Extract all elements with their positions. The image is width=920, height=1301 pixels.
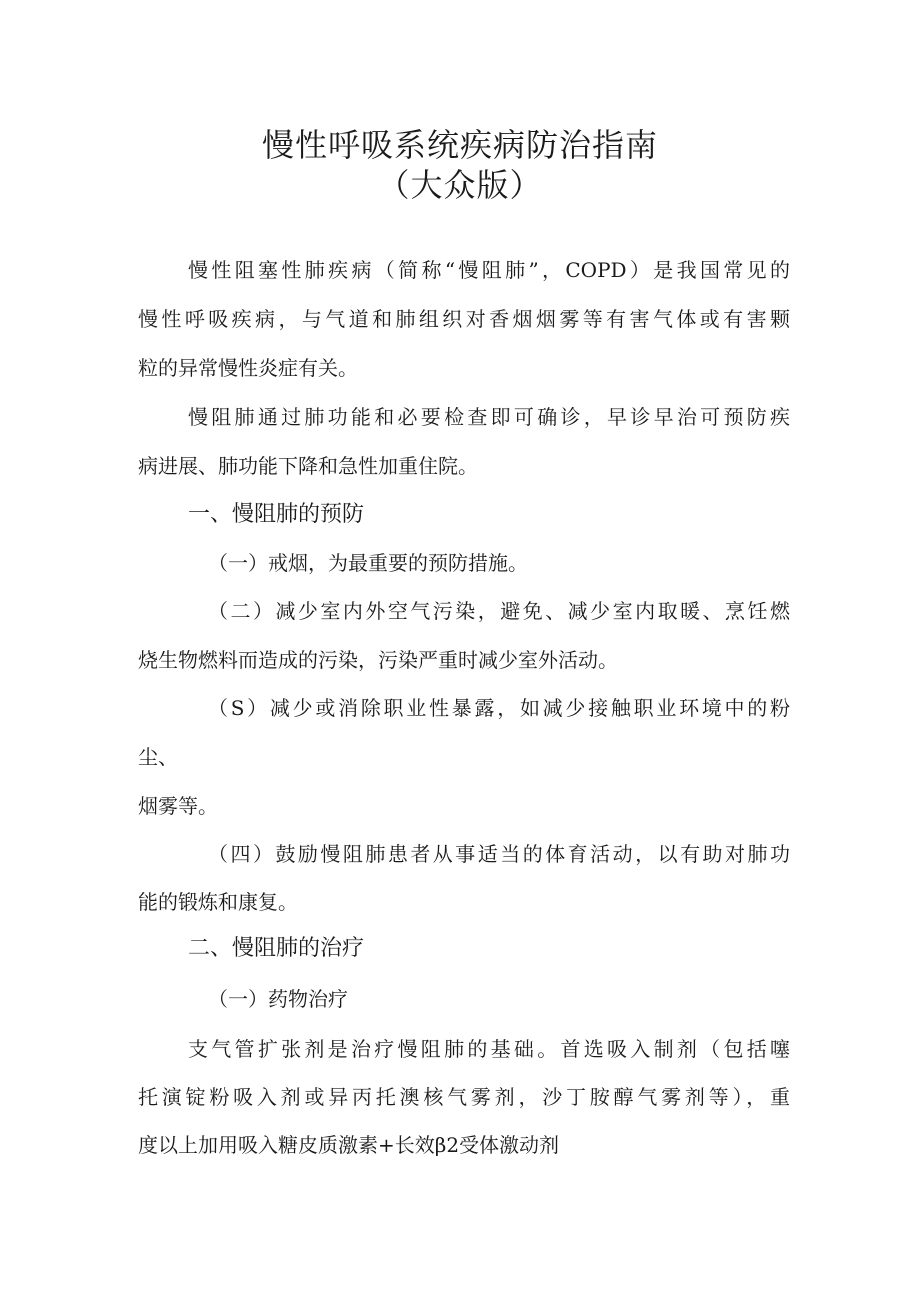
document-title: 慢性呼吸系统疾病防治指南 xyxy=(261,126,658,164)
paragraph-line: 粒的异常慢性炎症有关。 xyxy=(138,356,358,380)
document-subtitle: （大众版） xyxy=(377,166,543,204)
paragraph-line: 度以上加用吸入糖皮质激素+长效β2受体激动剂 xyxy=(138,1133,560,1157)
paragraph-line: 能的锻炼和康复。 xyxy=(138,890,298,914)
paragraph-line: （一）药物治疗 xyxy=(208,987,348,1011)
section-heading: 二、慢阻肺的治疗 xyxy=(188,936,365,961)
paragraph-line: （S）减少或消除职业性暴露，如减少接触职业环境中的粉 xyxy=(208,696,790,720)
paragraph-line: （二）减少室内外空气污染，避免、减少室内取暖、烹饪燃 xyxy=(208,599,790,623)
paragraph-line: （四）鼓励慢阻肺患者从事适当的体育活动，以有助对肺功 xyxy=(208,842,790,866)
paragraph-line: 支气管扩张剂是治疗慢阻肺的基础。首选吸入制剂（包括噻 xyxy=(188,1037,790,1061)
paragraph-line: 托演锭粉吸入剂或异丙托澳核气雾剂，沙丁胺醇气雾剂等），重 xyxy=(138,1085,790,1109)
paragraph-line: 病进展、肺功能下降和急性加重住院。 xyxy=(138,454,478,478)
paragraph-line: 慢性阻塞性肺疾病（简称“慢阻肺”，COPD）是我国常见的 xyxy=(188,258,790,282)
section-heading: 一、慢阻肺的预防 xyxy=(188,502,365,527)
paragraph-line: 尘、 xyxy=(138,745,178,769)
paragraph-line: 烧生物燃料而造成的污染，污染严重时减少室外活动。 xyxy=(138,648,618,672)
paragraph-line: 慢性呼吸疾病，与气道和肺组织对香烟烟雾等有害气体或有害颗 xyxy=(138,307,790,331)
paragraph-line: 慢阻肺通过肺功能和必要检查即可确诊，早诊早治可预防疾 xyxy=(188,405,790,429)
paragraph-line: 烟雾等。 xyxy=(138,794,218,818)
paragraph-line: （一）戒烟，为最重要的预防措施。 xyxy=(208,551,528,575)
